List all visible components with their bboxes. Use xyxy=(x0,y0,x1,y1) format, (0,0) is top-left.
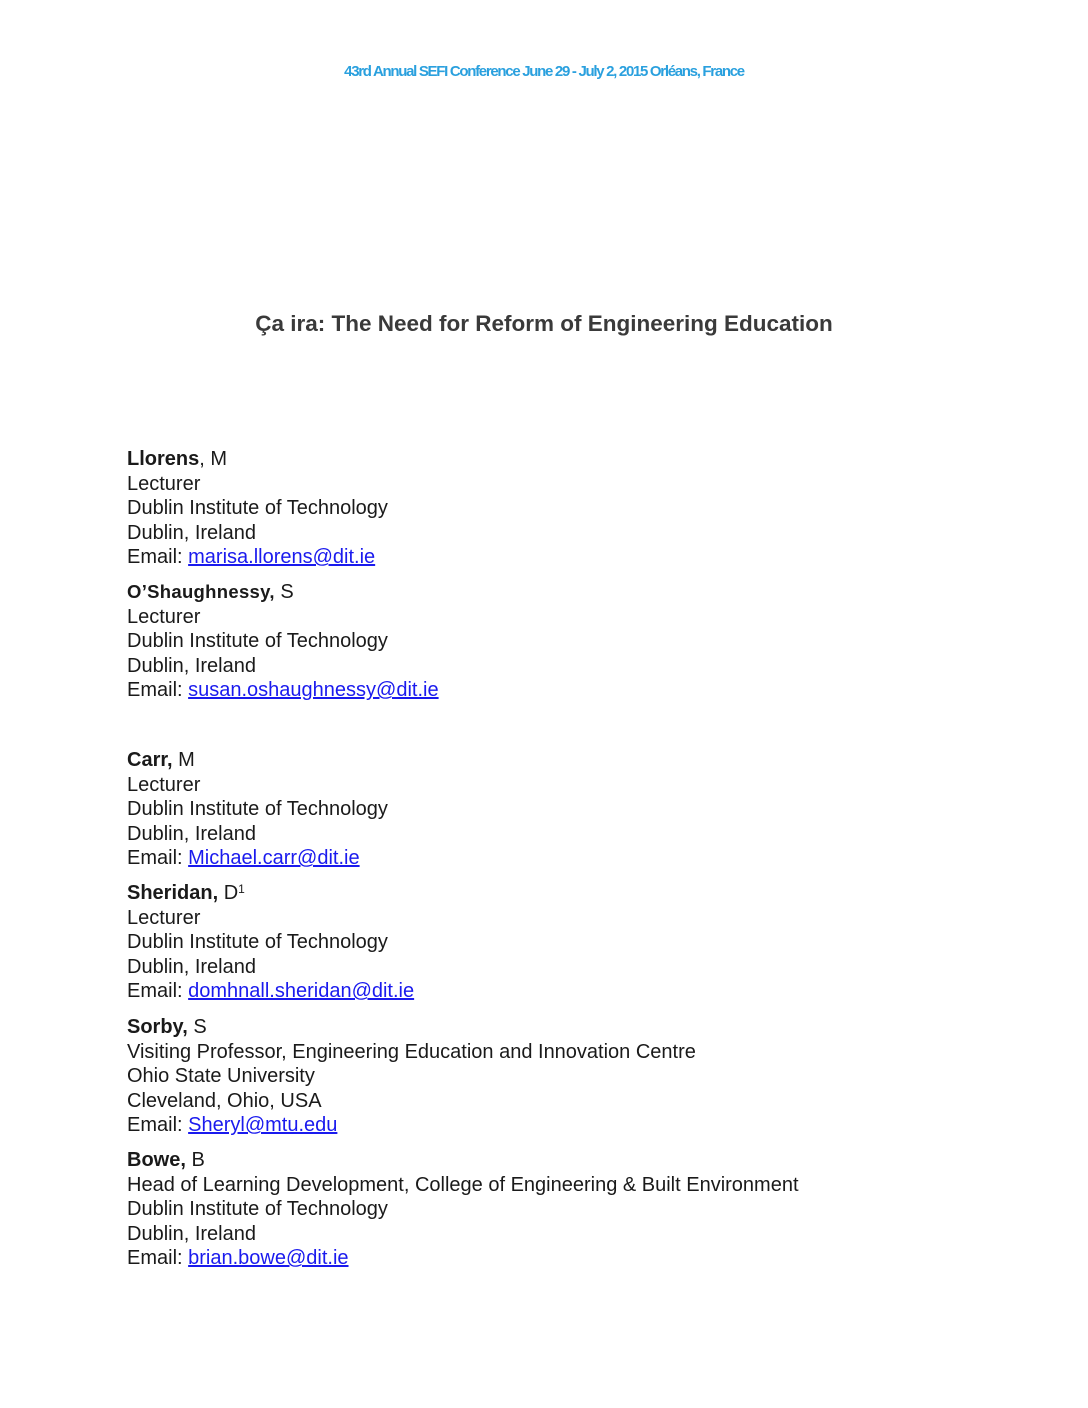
author-block-carr xyxy=(127,748,388,871)
author-institution: Dublin Institute of Technology xyxy=(127,630,388,653)
author-name-line xyxy=(127,447,388,472)
author-name-line xyxy=(127,1148,799,1173)
author-block-sorby xyxy=(127,1015,696,1138)
author-location: Dublin, Ireland xyxy=(127,1222,256,1245)
email-link[interactable]: susan.oshaughnessy@dit.ie xyxy=(188,679,439,702)
email-label: Email: xyxy=(127,1247,189,1270)
author-institution: Ohio State University xyxy=(127,1065,315,1088)
author-position: Lecturer xyxy=(127,472,201,495)
author-email-line xyxy=(127,1246,799,1271)
author-position: Visiting Professor, Engineering Education and Innovation Centre xyxy=(127,1040,696,1063)
author-email-line xyxy=(127,678,439,703)
author-location: Dublin, Ireland xyxy=(127,654,256,677)
author-email-line xyxy=(127,545,388,570)
author-block-bowe xyxy=(127,1148,799,1271)
author-name-line xyxy=(127,580,439,605)
author-email-line xyxy=(127,846,388,871)
author-email-line xyxy=(127,979,414,1004)
author-position: Head of Learning Development, College of Engineering & Built Environment xyxy=(127,1173,799,1196)
author-institution: Dublin Institute of Technology xyxy=(127,1198,388,1221)
author-block-sheridan xyxy=(127,881,414,1004)
author-initial: S xyxy=(187,1016,207,1038)
author-position: Lecturer xyxy=(127,906,201,929)
email-link[interactable]: brian.bowe@dit.ie xyxy=(188,1247,349,1270)
author-name-line xyxy=(127,881,414,906)
email-label: Email: xyxy=(127,679,189,702)
author-surname: Bowe, xyxy=(127,1149,186,1171)
email-link[interactable]: marisa.llorens@dit.ie xyxy=(188,546,376,569)
author-surname: Carr, xyxy=(127,749,173,771)
author-email-line xyxy=(127,1113,696,1138)
author-position: Lecturer xyxy=(127,605,201,628)
footnote-marker: 1 xyxy=(238,882,245,896)
author-initial: , M xyxy=(199,448,228,470)
author-location: Dublin, Ireland xyxy=(127,822,256,845)
paper-title: Ça ira: The Need for Reform of Engineering Education xyxy=(255,311,833,336)
email-link[interactable]: Sheryl@mtu.edu xyxy=(188,1114,338,1137)
email-label: Email: xyxy=(127,1114,189,1137)
author-surname: Sorby, xyxy=(127,1016,188,1038)
author-position: Lecturer xyxy=(127,773,201,796)
author-block-oshaughnessy xyxy=(127,580,439,703)
email-label: Email: xyxy=(127,546,189,569)
author-name-line xyxy=(127,748,388,773)
author-initial: D xyxy=(218,882,239,904)
email-link[interactable]: domhnall.sheridan@dit.ie xyxy=(188,980,415,1003)
author-initial: M xyxy=(172,749,195,771)
email-label: Email: xyxy=(127,980,189,1003)
author-location: Cleveland, Ohio, USA xyxy=(127,1089,322,1112)
conference-header: 43rd Annual SEFI Conference June 29 - July 2, 2015 Orléans, France xyxy=(344,63,744,80)
author-initial: B xyxy=(185,1149,205,1171)
author-institution: Dublin Institute of Technology xyxy=(127,497,388,520)
email-link[interactable]: Michael.carr@dit.ie xyxy=(188,847,360,870)
author-surname: Llorens xyxy=(127,448,200,470)
author-name-line xyxy=(127,1015,696,1040)
email-label: Email: xyxy=(127,847,189,870)
author-surname: Sheridan, xyxy=(127,882,219,904)
author-block-llorens xyxy=(127,447,388,570)
author-initial: S xyxy=(274,581,294,603)
author-surname: O’Shaughnessy, xyxy=(127,581,275,602)
author-institution: Dublin Institute of Technology xyxy=(127,798,388,821)
author-location: Dublin, Ireland xyxy=(127,521,256,544)
author-institution: Dublin Institute of Technology xyxy=(127,931,388,954)
author-location: Dublin, Ireland xyxy=(127,955,256,978)
